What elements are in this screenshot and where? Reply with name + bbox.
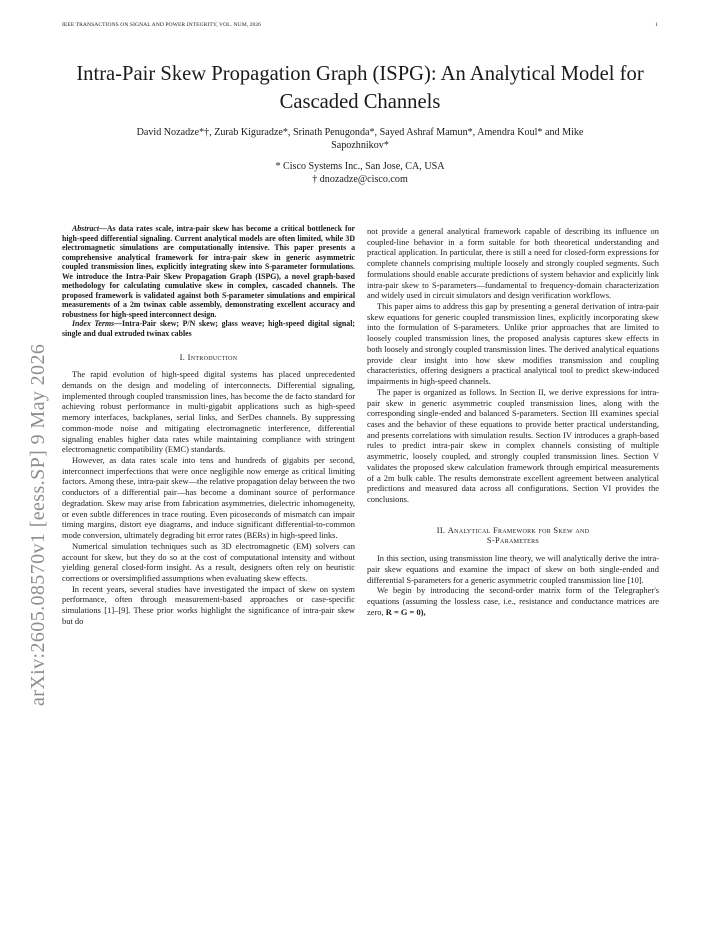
- paragraph: In recent years, several studies have investigated the impact of skew on system performance, often through measurement-based approaches or case-specific simulations [1]–[9]. These prior works highlight the significance of intra-pair skew but do: [62, 583, 355, 626]
- paragraph-text: We begin by introducing the second-order matrix form of the Telegrapher's equations (assuming the lossless case, i.e., resistance and conductance matrices are zero,: [367, 585, 659, 617]
- authors-line-2: Sapozhnikov*: [331, 139, 389, 151]
- section-numeral: II.: [436, 524, 448, 535]
- paragraph: In this section, using transmission line theory, we will analytically derive the intra-pair skew equations and examine the impact of skew on both single-ended and differential S-parameters for a generic asymmetric coupled transmission line [10].: [367, 553, 659, 585]
- paragraph: The paper is organized as follows. In Section II, we derive expressions for intra-pair skew in generic asymmetric coupled transmission lines, along with the corresponding single-ended and balanced S-parameters. Section III examines special cases and the behavior of these equations to provide better practical understanding, and presents correlations with simulation results. Section IV introduces a graph-based rules to predict intra-pair skew in complex channels consisting of multiple asymmetric, loosely coupled, and strongly coupled transmission lines. Section V validates the proposed skew calculation framework through empirical measurements of a 2m bulk cable. The results demonstrate excellent agreement between analytical predictions and measured data across all configurations. Section VI provides the conclusions.: [367, 386, 659, 504]
- paragraph: [367, 585, 659, 617]
- paragraph: This paper aims to address this gap by presenting a general derivation of intra-pair skew equations for generic coupled transmission lines, explicitly incorporating skew into the formulation of S-parameters. Unlike prior approaches that are limited to loosely coupled transmission lines, the proposed analysis captures skew effects in both loosely and strongly coupled transmission lines. The derived analytical equations provide clear insight into how skew modifies transmission and coupling characteristics, offering designers a practical analytical tool to predict skew-induced impairments in high-speed channels.: [367, 301, 659, 387]
- section-title: Introduction: [187, 351, 238, 362]
- abstract: [62, 224, 355, 319]
- title-line-1: Intra-Pair Skew Propagation Graph (ISPG): An Analytical Model for: [76, 63, 644, 85]
- inline-equation: R = G = 0),: [385, 606, 426, 617]
- index-terms-lead: Index Terms: [72, 319, 115, 329]
- running-head: [62, 22, 658, 34]
- paragraph: not provide a general analytical framework capable of describing its influence on coupled-line behavior in a form suitable for both theoretical understanding and practical application. In particular, there is still a need for closed-form expressions for complete channels comprising multiple loosely and strongly coupled segments. Such formulations should enable accurate predictions of system behavior and explicitly link intra-pair skew to S-parameters—fundamental to frequency-domain characterization and widely used in circuit simulators and design verification workflows.: [367, 226, 659, 301]
- section-heading-analytical-framework: [367, 525, 659, 546]
- left-column: [62, 224, 355, 627]
- index-terms: [62, 319, 355, 338]
- paragraph: However, as data rates scale into tens and hundreds of gigabits per second, interconnect imperfections that were once negligible now emerge as critical limiting factors. Among these, intra-pair skew—the relative propagation delay between the two conductors of a differential pair—has become a dominant source of performance degradation. Skew may arise from fabrication asymmetries, dielectric inhomogeneity, or even subtle differences in trace routing. Even picoseconds of mismatch can impair timing margins, distort eye diagrams, and induce significant differential-to-common mode conversion, ultimately degrading bit error rates (BERs) in high-speed links.: [62, 455, 355, 541]
- abstract-text: —As data rates scale, intra-pair skew has become a critical bottleneck for high-speed differential signaling. Current analytical models are often limited, while 3D electromagnetic simulations are computationally intensive. This paper presents a comprehensive analytical framework for intra-pair skew in generic asymmetric coupled transmission lines, explicitly integrating skew into S-parameter formulations. We introduce the Intra-Pair Skew Propagation Graph (ISPG), a novel graph-based methodology for calculating cumulative skew in complex, cascaded channels. The proposed framework is validated against both S-parameter simulations and empirical measurements of a 2m twinax cable assembly, demonstrating excellent accuracy and robustness for high-speed interconnect design.: [62, 224, 355, 319]
- section-title-line-1: Analytical Framework for Skew and: [447, 524, 590, 535]
- arxiv-identifier[interactable]: arXiv:2605.08570v1 [eess.SP] 9 May 2026: [27, 343, 49, 706]
- section-numeral: I.: [179, 351, 188, 362]
- journal-name: IEEE TRANSACTIONS ON SIGNAL AND POWER INTEGRITY, VOL. NUM, 2026: [62, 22, 262, 28]
- section-title-line-2: S-Parameters: [486, 535, 540, 546]
- page-number: 1: [655, 22, 658, 28]
- paragraph: The rapid evolution of high-speed digital systems has placed unprecedented demands on the design and modeling of interconnects. Differential signaling, implemented through coupled transmission lines, has become the de facto standard for achieving robust performance in multi-gigabit applications such as high-speed memory interfaces, backplanes, serial links, and SerDes channels. By suppressing common-mode noise and mitigating electromagnetic interference, differential signaling enables higher data rates while maintaining compliance with stringent electromagnetic compatibility (EMC) standards.: [62, 369, 355, 455]
- paragraph: Numerical simulation techniques such as 3D electromagnetic (EM) solvers can account for skew, but they do so at the cost of computational intensity and without yielding general closed-form insight. As a result, designers often rely on heuristic corrections or oversimplified assumptions when evaluating skew effects.: [62, 540, 355, 583]
- title-line-2: Cascaded Channels: [279, 91, 441, 113]
- author-list: [62, 127, 658, 152]
- authors-line-1: David Nozadze*†, Zurab Kiguradze*, Srinath Penugonda*, Sayed Ashraf Mamun*, Amendra Koul* and Mike: [136, 127, 584, 138]
- paper-title: [40, 60, 680, 116]
- contact-email[interactable]: † dnozadze@cisco.com: [312, 174, 408, 185]
- section-heading-introduction: [62, 352, 355, 363]
- index-terms-text: —Intra-Pair skew; P/N skew; glass weave; high-speed digital signal; single and dual extruded twinax cables: [62, 319, 355, 339]
- affiliation: * Cisco Systems Inc., San Jose, CA, USA: [275, 161, 445, 172]
- right-column: [367, 226, 659, 617]
- abstract-lead: Abstract: [72, 224, 100, 233]
